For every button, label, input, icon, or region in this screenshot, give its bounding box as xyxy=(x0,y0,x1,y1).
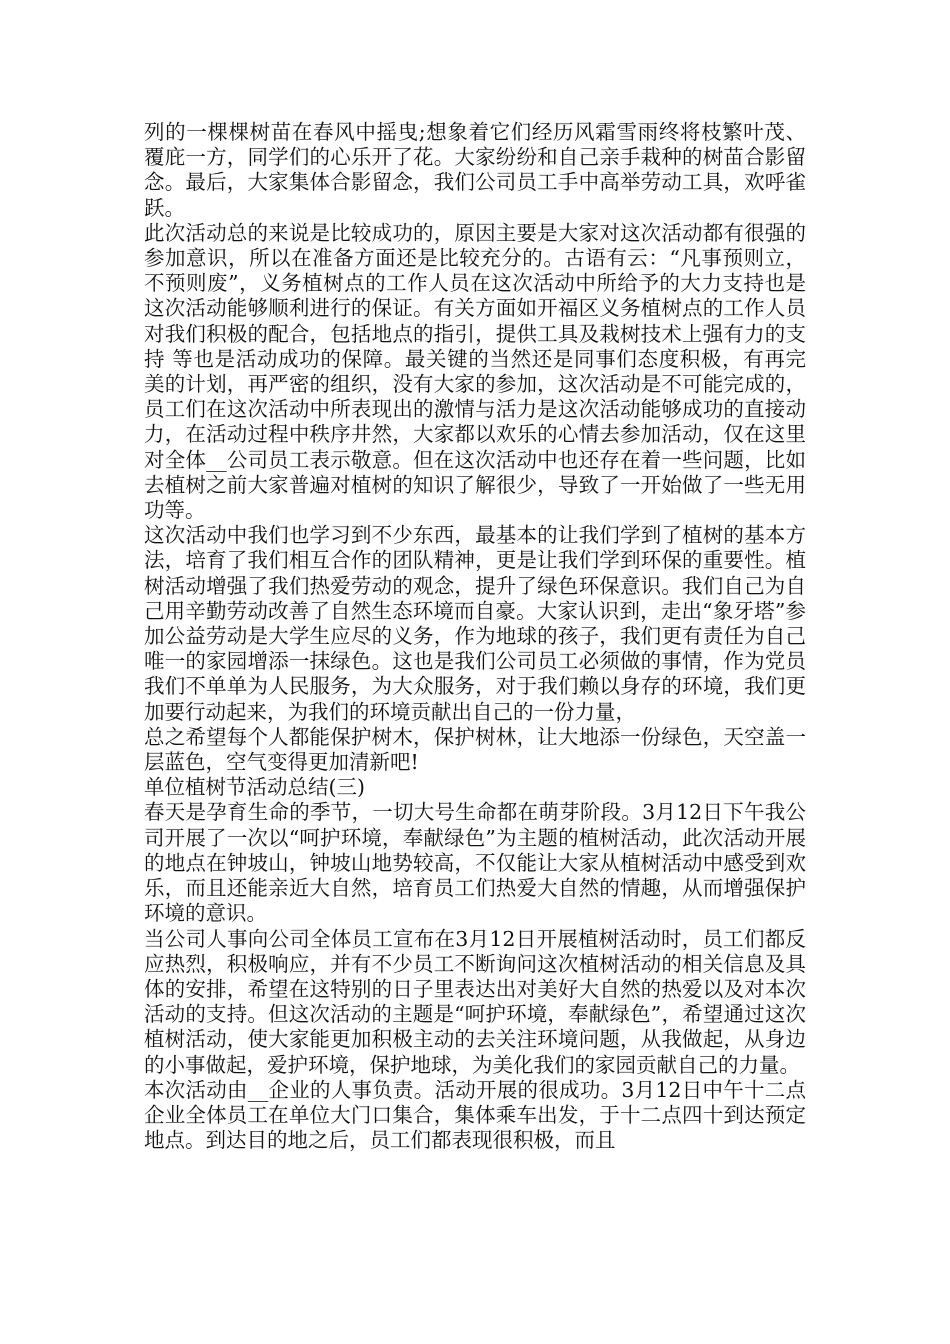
section-title: 单位植树节活动总结(三) xyxy=(144,775,365,800)
paragraph-conclusion: 总之希望每个人都能保护树木，保护树林，让大地添一份绿色，天空盖一层蓝色，空气变得更加清新吧! xyxy=(144,724,806,775)
paragraph-announcement: 当公司人事向公司全体员工宣布在3月12日开展植树活动时，员工们都反应热烈，积极响应，并有不少员工不断询问这次植树活动的相关信息及具体的安排，希望在这特别的日子里表达出对美好大自然的热爱以及对本次活动的支持。但这次活动的主题是“呵护环境，奉献绿色”，希望通过这次植树活动，使大家能更加积极主动的去关注环境问题，从我做起，从身边的小事做起，爱护环境，保护地球，为美化我们的家园贡献自己的力量。 xyxy=(144,926,806,1077)
paragraph-lessons-learned: 这次活动中我们也学习到不少东西，最基本的让我们学到了植树的基本方法，培育了我们相互合作的团队精神，更是让我们学到环保的重要性。植树活动增强了我们热爱劳动的观念，提升了绿色环保意识。我们自己为自己用辛勤劳动改善了自然生态环境而自豪。大家认识到，走出“象牙塔”参加公益劳动是大学生应尽的义务，作为地球的孩子，我们更有责任为自己唯一的家园增添一抹绿色。这也是我们公司员工必须做的事情，作为党员我们不单单为人民服务，为大众服务，对于我们赖以身存的环境，我们更加要行动起来，为我们的环境贡献出自己的一份力量， xyxy=(144,523,806,724)
paragraph-activity-success: 此次活动总的来说是比较成功的，原因主要是大家对这次活动都有很强的参加意识，所以在准备方面还是比较充分的。古语有云：“凡事预则立，不预则废”，义务植树点的工作人员在这次活动中所给予的大力支持也是这次活动能够顺利进行的保证。有关方面如开福区义务植树点的工作人员对我们积极的配合，包括地点的指引，提供工具及栽树技术上强有力的支持 等也是活动成功的保障。最关键的当然还是同事们态度积极，有再完美的计划，再严密的组织，没有大家的参加，这次活动是不可能完成的，员工们在这次活动中所表现出的激情与活力是这次活动能够成功的直接动力，在活动过程中秩序井然，大家都以欢乐的心情去参加活动，仅在这里对全体__公司员工表示敬意。但在这次活动中也还存在着一些问题，比如去植树之前大家普遍对植树的知识了解很少，导致了一开始做了一些无用功等。 xyxy=(144,220,806,523)
paragraph-spring-intro: 春天是孕育生命的季节，一切大号生命都在萌芽阶段。3月12日下午我公司开展了一次以“呵护环境，奉献绿色”为主题的植树活动，此次活动开展的地点在钟坡山，钟坡山地势较高，不仅能让大家从植树活动中感受到欢乐，而且还能亲近大自然，培育员工们热爱大自然的情趣，从而增强保护环境的意识。 xyxy=(144,800,806,926)
paragraph-organization: 本次活动由__企业的人事负责。活动开展的很成功。3月12日中午十二点企业全体员工在单位大门口集合，集体乘车出发，于十二点四十到达预定地点。到达目的地之后，员工们都表现很积极，而且 xyxy=(144,1077,806,1153)
paragraph-tree-planting-closing: 列的一棵棵树苗在春风中摇曳;想象着它们经历风霜雪雨终将枝繁叶茂、覆庇一方，同学们的心乐开了花。大家纷纷和自己亲手栽种的树苗合影留念。最后，大家集体合影留念，我们公司员工手中高举劳动工具，欢呼雀跃。 xyxy=(144,120,806,220)
document-body xyxy=(144,120,806,1153)
